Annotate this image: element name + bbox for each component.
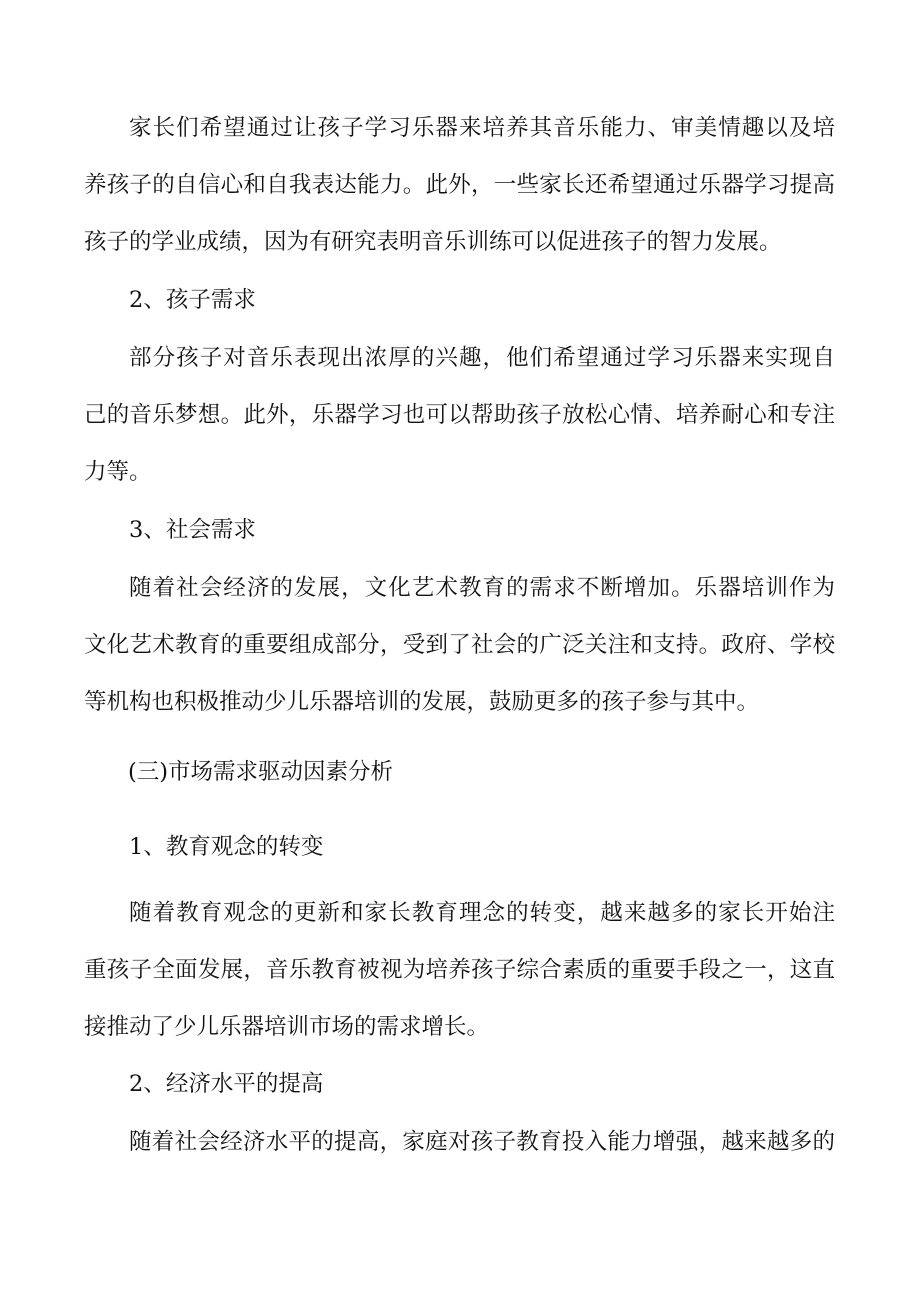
paragraph-line: 随着社会经济的发展，文化艺术教育的需求不断增加。乐器培训作为 [129,575,835,601]
paragraph-line: 接推动了少儿乐器培训市场的需求增长。 [84,1014,490,1040]
heading-education-concept: 1、教育观念的转变 [129,834,324,860]
paragraph-line: 部分孩子对音乐表现出浓厚的兴趣，他们希望通过学习乐器来实现自 [129,345,835,371]
paragraph-line: 养孩子的自信心和自我表达能力。此外，一些家长还希望通过乐器学习提高 [84,172,835,198]
heading-economic-level: 2、经济水平的提高 [129,1071,324,1097]
paragraph-line: 重孩子全面发展，音乐教育被视为培养孩子综合素质的重要手段之一，这直 [84,957,835,983]
heading-child-needs: 2、孩子需求 [129,287,256,313]
paragraph-line: 力等。 [84,459,152,485]
heading-social-needs: 3、社会需求 [129,517,256,543]
paragraph-line: 家长们希望通过让孩子学习乐器来培养其音乐能力、审美情趣以及培 [129,115,835,141]
paragraph-line: 随着教育观念的更新和家长教育理念的转变，越来越多的家长开始注 [129,900,835,926]
paragraph-line: 文化艺术教育的重要组成部分，受到了社会的广泛关注和支持。政府、学校 [84,632,835,658]
paragraph-line: 等机构也积极推动少儿乐器培训的发展，鼓励更多的孩子参与其中。 [84,689,760,715]
paragraph-line: 孩子的学业成绩，因为有研究表明音乐训练可以促进孩子的智力发展。 [84,229,782,255]
section-title-market-drivers: (三)市场需求驱动因素分析 [128,759,394,785]
paragraph-line: 己的音乐梦想。此外，乐器学习也可以帮助孩子放松心情、培养耐心和专注 [84,402,835,428]
paragraph-line: 随着社会经济水平的提高，家庭对孩子教育投入能力增强，越来越多的 [129,1129,835,1155]
